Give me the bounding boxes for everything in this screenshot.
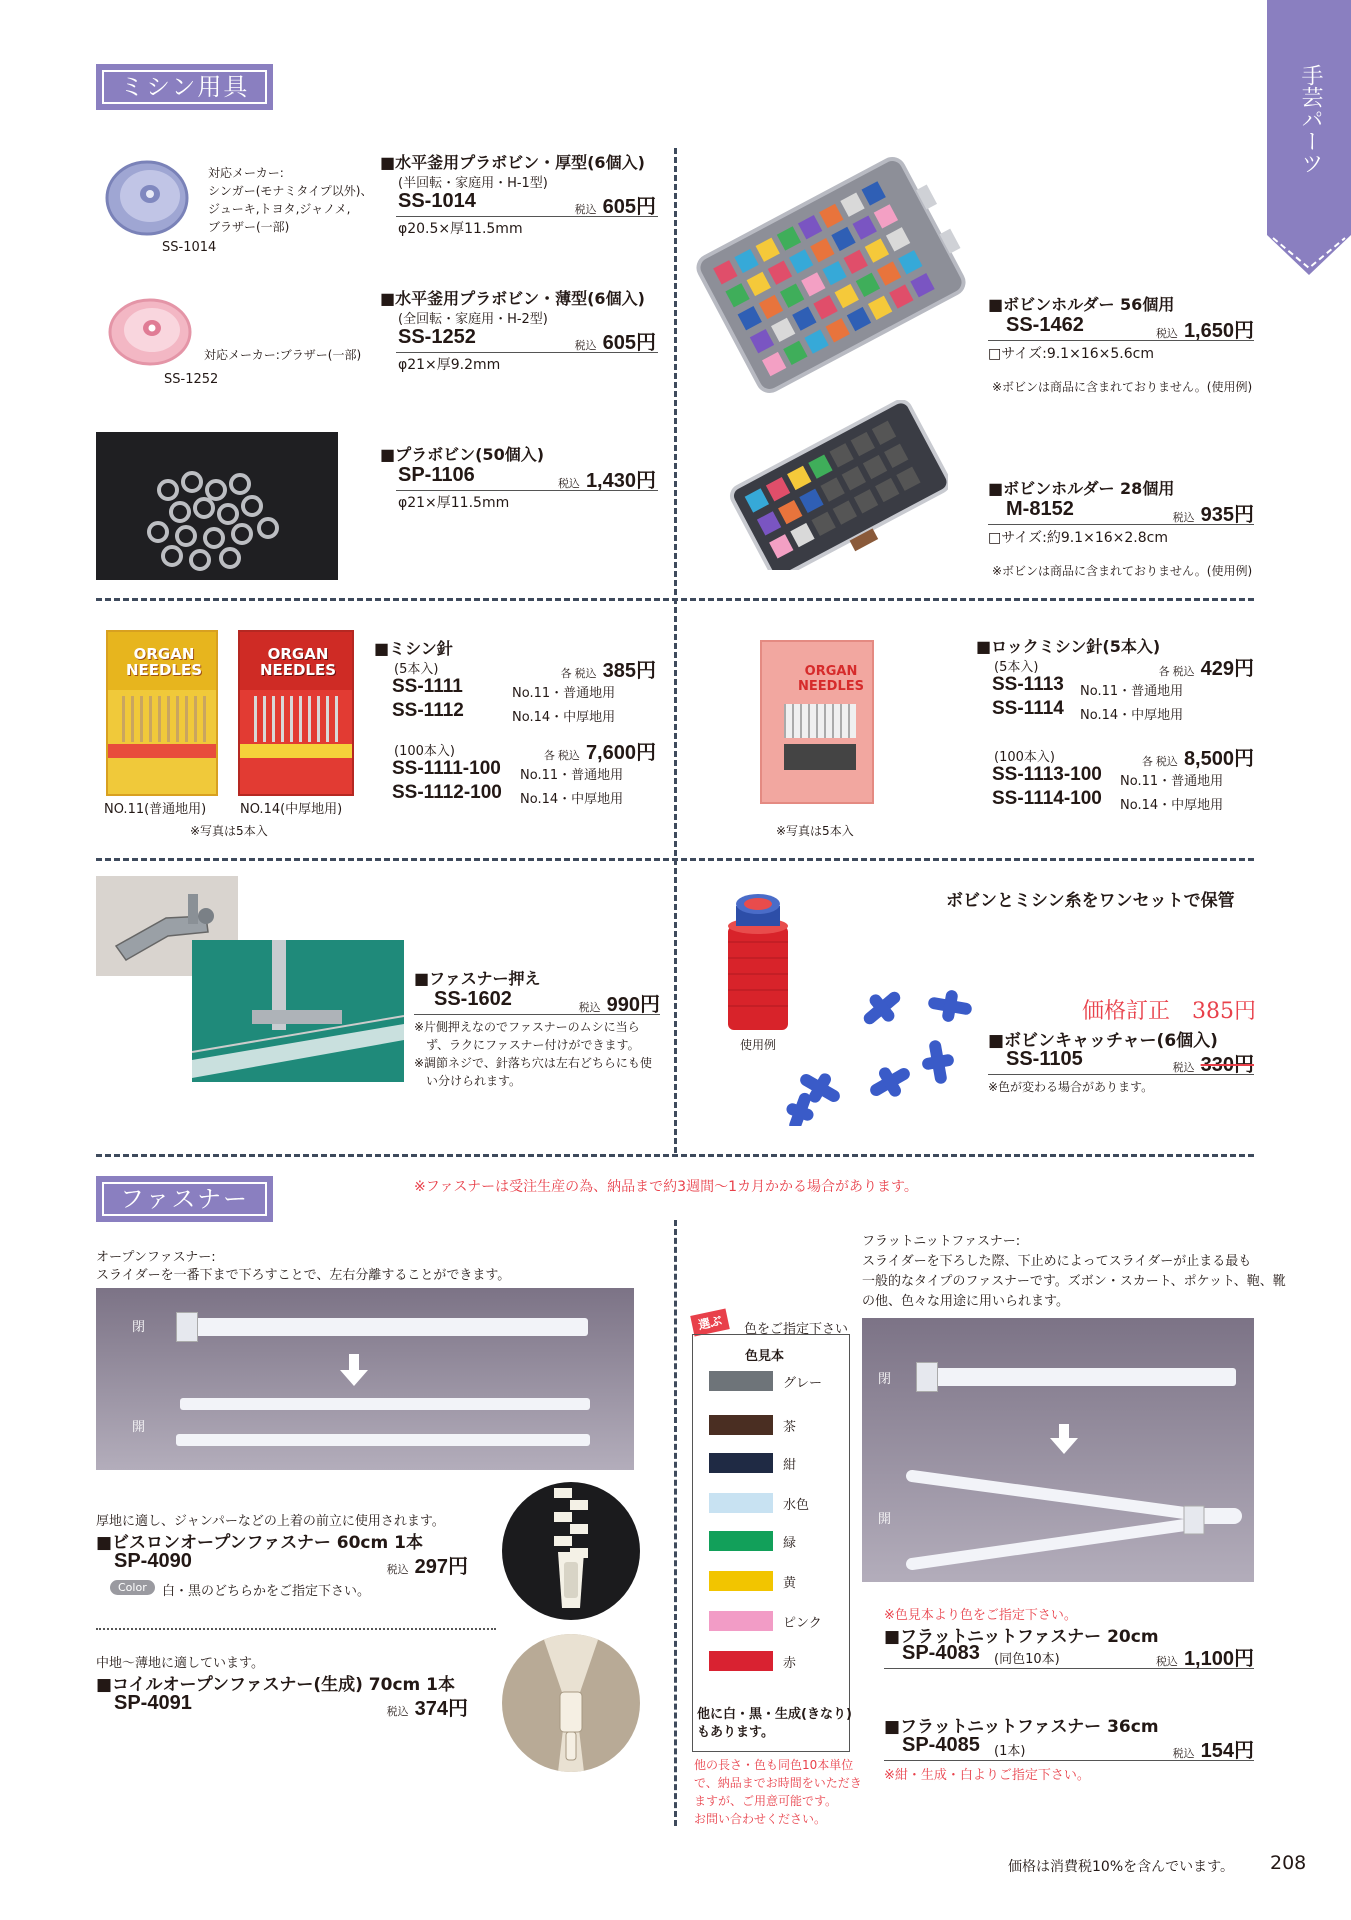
needle-pack100: (100本入) bbox=[394, 744, 455, 759]
needle-pack-11 bbox=[106, 630, 218, 796]
swatch-label: 緑 bbox=[783, 1536, 797, 1551]
lock-needle-desc-1113-100: No.11・普通地用 bbox=[1120, 774, 1224, 789]
coil-zipper-image bbox=[502, 1634, 640, 1772]
lock-needle-price100: 各 税込 8,500円 bbox=[1141, 748, 1254, 770]
needle-pack-14-needles bbox=[254, 696, 342, 742]
page-number: 208 bbox=[1270, 1852, 1307, 1874]
bobbin-thick-caption: SS-1014 bbox=[162, 240, 217, 255]
swatch-label: 紺 bbox=[783, 1458, 797, 1473]
bobbin-50-underline bbox=[396, 490, 658, 491]
swatch-note-2: で、納品までお時間をいただき bbox=[694, 1776, 862, 1790]
center-divider-bottom bbox=[674, 1220, 677, 1826]
swatch-label: 赤 bbox=[783, 1656, 797, 1671]
lock-needle-pack-label bbox=[784, 744, 856, 770]
needle-pack-14 bbox=[238, 630, 354, 796]
opened-label: 開 bbox=[132, 1420, 146, 1435]
vislon-color-note: 白・黒のどちらかをご指定下さい。 bbox=[162, 1584, 371, 1599]
swatch-chip bbox=[709, 1493, 773, 1513]
holder-56-spec: □サイズ:9.1×16×5.6cm bbox=[988, 346, 1154, 362]
zipper-foot-note-2: ず、ラクにファスナー付けができます。 bbox=[426, 1038, 640, 1052]
needle-desc-1112: No.14・中厚地用 bbox=[512, 710, 616, 725]
swatch-label: 茶 bbox=[783, 1420, 797, 1435]
zipper-foot-title: ■ファスナー押え bbox=[414, 969, 541, 988]
holder-28-underline bbox=[988, 524, 1254, 525]
lock-needle-photo-note: ※写真は5本入 bbox=[776, 824, 854, 838]
lock-needle-desc-1113: No.11・普通地用 bbox=[1080, 684, 1184, 699]
bobbin-thick-maker-line-4: ブラザー(一部) bbox=[208, 220, 290, 234]
vislon-title: ■ビスロンオープンファスナー 60cm 1本 bbox=[96, 1533, 423, 1553]
bobbin-blue-image bbox=[102, 150, 192, 240]
holder-56-code: SS-1462 bbox=[1006, 314, 1084, 336]
needle-desc-1112-100: No.14・中厚地用 bbox=[520, 792, 624, 807]
flat-knit-36-underline bbox=[884, 1760, 1254, 1761]
coil-code: SP-4091 bbox=[114, 1692, 192, 1714]
lock-needle-code-1113-100: SS-1113-100 bbox=[992, 764, 1102, 785]
bobbin-thick-maker-line-1: 対応メーカー: bbox=[208, 166, 284, 180]
lock-needle-desc-1114: No.14・中厚地用 bbox=[1080, 708, 1184, 723]
holder-56-photo bbox=[696, 150, 966, 400]
bobbin-thin-spec: φ21×厚9.2mm bbox=[398, 357, 501, 373]
lock-needle-price5: 各 税込 429円 bbox=[1158, 658, 1254, 680]
swatch-chip bbox=[709, 1571, 773, 1591]
blue-catcher-pieces-image bbox=[770, 970, 1010, 1126]
holder-28-price: 税込 935円 bbox=[1172, 504, 1254, 526]
lock-needle-pack-brand: ORGAN NEEDLES bbox=[798, 664, 864, 694]
vislon-teeth-image bbox=[502, 1482, 640, 1620]
zipper-foot-note-1: ※片側押えなのでファスナーのムシに当ら bbox=[414, 1020, 640, 1034]
vislon-price: 税込 297円 bbox=[386, 1556, 468, 1578]
bobbin-thick-underline bbox=[396, 216, 658, 217]
flat-knit-20-price: 税込 1,100円 bbox=[1155, 1648, 1254, 1670]
swatch-note-3: ますが、ご用意可能です。 bbox=[694, 1794, 838, 1808]
zipper-foot-machine-image bbox=[192, 940, 404, 1082]
bobbin-thick-price: 税込 605円 bbox=[574, 196, 656, 218]
flat-knit-desc-1: スライダーを下ろした際、下止めによってスライダーが止まる最も bbox=[862, 1254, 1252, 1269]
coil-use: 中地～薄地に適しています。 bbox=[96, 1656, 264, 1671]
lock-needle-code-1114-100: SS-1114-100 bbox=[992, 788, 1102, 809]
needle-desc-1111-100: No.11・普通地用 bbox=[520, 768, 624, 783]
needle-caption-14: NO.14(中厚地用) bbox=[240, 802, 343, 817]
bobbin-thick-maker-line-2: シンガー(モナミタイプ以外)、 bbox=[208, 184, 373, 198]
swatch-chip bbox=[709, 1611, 773, 1631]
swatch-instruction: 色をご指定下さい bbox=[744, 1322, 849, 1337]
needle-photo-note: ※写真は5本入 bbox=[190, 824, 268, 838]
catcher-title: ■ボビンキャッチャー(6個入) bbox=[988, 1031, 1218, 1051]
catcher-note: ※色が変わる場合があります。 bbox=[988, 1080, 1154, 1094]
catcher-price: 税込 330円 bbox=[1172, 1054, 1254, 1076]
catcher-code: SS-1105 bbox=[1006, 1048, 1083, 1070]
swatch-chip bbox=[709, 1531, 773, 1551]
flat-knit-opened-label: 開 bbox=[878, 1512, 892, 1527]
holder-28-note: ※ボビンは商品に含まれておりません。(使用例) bbox=[992, 564, 1253, 578]
holder-28-spec: □サイズ:約9.1×16×2.8cm bbox=[988, 530, 1168, 546]
clear-bobbins-image bbox=[96, 432, 338, 580]
needle-pack-11-brand: ORGAN NEEDLES bbox=[125, 645, 203, 679]
needle-price5: 各 税込 385円 bbox=[560, 660, 656, 682]
holder-28-photo bbox=[726, 400, 948, 570]
divider-row-2 bbox=[96, 858, 1254, 861]
coil-title: ■コイルオープンファスナー(生成) 70cm 1本 bbox=[96, 1675, 455, 1695]
swatch-heading: 色見本 bbox=[745, 1349, 785, 1364]
bobbin-thick-subtitle: (半回転・家庭用・H-1型) bbox=[398, 176, 548, 191]
flat-knit-diagram bbox=[862, 1318, 1254, 1582]
swatch-badge: 選ぶ bbox=[690, 1308, 730, 1336]
open-fastener-heading: オープンファスナー: bbox=[96, 1250, 216, 1265]
side-tab-label: 手芸パーツ bbox=[1298, 64, 1323, 174]
bobbin-thick-code: SS-1014 bbox=[398, 190, 476, 212]
open-fastener-diagram bbox=[96, 1288, 634, 1470]
needle-code-1111-100: SS-1111-100 bbox=[392, 758, 501, 779]
catcher-underline bbox=[988, 1074, 1254, 1075]
lock-needle-pack bbox=[760, 640, 874, 804]
bobbin-50-price: 税込 1,430円 bbox=[557, 470, 656, 492]
divider-row-3 bbox=[96, 1154, 1254, 1157]
closed-label: 閉 bbox=[132, 1320, 146, 1335]
flat-knit-desc-2: 一般的なタイプのファスナーです。ズボン・スカート、ポケット、鞄、靴 bbox=[862, 1274, 1286, 1289]
flat-knit-20-underline bbox=[884, 1668, 1254, 1669]
bobbin-50-code: SP-1106 bbox=[398, 464, 475, 486]
flat-knit-closed-label: 閉 bbox=[878, 1372, 892, 1387]
bobbin-thick-maker-line-3: ジューキ,トヨタ,ジャノメ, bbox=[208, 202, 351, 216]
section-title-fastener: ファスナー bbox=[96, 1176, 273, 1222]
needle-pack-11-needles bbox=[122, 696, 206, 742]
lock-needle-pack5: (5本入) bbox=[994, 660, 1039, 675]
swatch-chip bbox=[709, 1415, 773, 1435]
needle-caption-11: NO.11(普通地用) bbox=[104, 802, 207, 817]
swatch-note-1: 他の長さ・色も同色10本単位 bbox=[694, 1758, 854, 1772]
zipper-foot-code: SS-1602 bbox=[434, 988, 512, 1010]
bobbin-thin-underline bbox=[396, 352, 658, 353]
zipper-foot-note-3: ※調節ネジで、針落ち穴は左右どちらにも使 bbox=[414, 1056, 652, 1070]
lock-needle-desc-1114-100: No.14・中厚地用 bbox=[1120, 798, 1224, 813]
divider-row-1 bbox=[96, 598, 1254, 601]
needle-pack-11-band bbox=[108, 744, 216, 758]
swatch-label: ピンク bbox=[783, 1616, 822, 1631]
holder-56-title: ■ボビンホルダー 56個用 bbox=[988, 295, 1175, 314]
swatch-label: 水色 bbox=[783, 1498, 810, 1513]
zipper-foot-price: 税込 990円 bbox=[578, 994, 660, 1016]
coil-price: 税込 374円 bbox=[386, 1698, 468, 1720]
needle-desc-1111: No.11・普通地用 bbox=[512, 686, 616, 701]
color-swatch-box bbox=[692, 1334, 850, 1752]
swatch-other-2: もあります。 bbox=[697, 1725, 774, 1740]
vislon-photo bbox=[502, 1482, 640, 1620]
swatch-label: 黄 bbox=[783, 1576, 797, 1591]
holder-56-price: 税込 1,650円 bbox=[1155, 320, 1254, 342]
flat-knit-20-qty: (同色10本) bbox=[994, 1652, 1060, 1667]
flat-knit-20-code: SP-4083 bbox=[902, 1642, 980, 1664]
needle-code-1111: SS-1111 bbox=[392, 676, 463, 697]
needle-price100: 各 税込 7,600円 bbox=[543, 742, 656, 764]
needle-pack-14-brand: ORGAN NEEDLES bbox=[259, 645, 337, 679]
needle-code-1112: SS-1112 bbox=[392, 700, 464, 721]
swatch-other-1: 他に白・黒・生成(きなり) bbox=[697, 1707, 852, 1722]
zipper-foot-underline bbox=[414, 1014, 660, 1015]
bobbin-thin-caption: SS-1252 bbox=[164, 372, 219, 387]
bobbin-thick-photo bbox=[102, 150, 192, 240]
zipper-foot-photo-large bbox=[192, 940, 404, 1082]
footer-tax-note: 価格は消費税10%を含んでいます。 bbox=[1008, 1859, 1234, 1875]
bobbin-50-title: ■プラボビン(50個入) bbox=[380, 445, 545, 464]
flat-knit-36-code: SP-4085 bbox=[902, 1734, 980, 1756]
flat-knit-36-title: ■フラットニットファスナー 36cm bbox=[884, 1717, 1159, 1737]
open-zipper-upper bbox=[180, 1398, 590, 1410]
center-divider-top bbox=[674, 148, 677, 1153]
swatch-note-4: お問い合わせください。 bbox=[694, 1812, 827, 1826]
flat-knit-desc-3: の他、色々な用途に用いられます。 bbox=[862, 1294, 1069, 1309]
holder-28-title: ■ボビンホルダー 28個用 bbox=[988, 479, 1175, 498]
flat-knit-color-note: ※色見本より色をご指定下さい。 bbox=[884, 1608, 1077, 1623]
lock-needle-code-1113: SS-1113 bbox=[992, 674, 1064, 695]
open-zipper-lower bbox=[176, 1434, 590, 1446]
side-tab[interactable] bbox=[1267, 0, 1351, 275]
vislon-code: SP-4090 bbox=[114, 1550, 192, 1572]
bobbin-thin-title: ■水平釜用プラボビン・薄型(6個入) bbox=[380, 289, 645, 308]
lock-needle-title: ■ロックミシン針(5本入) bbox=[976, 637, 1161, 656]
fastener-notice: ※ファスナーは受注生産の為、納品まで約3週間～1カ月かかる場合があります。 bbox=[414, 1179, 918, 1195]
flat-knit-open-zipper bbox=[862, 1318, 1254, 1582]
coil-photo bbox=[502, 1634, 640, 1772]
bobbin-holder-56-image bbox=[696, 150, 966, 400]
flat-knit-20-title: ■フラットニットファスナー 20cm bbox=[884, 1627, 1159, 1647]
bobbin-holder-28-image bbox=[726, 400, 948, 570]
lock-needle-pack100: (100本入) bbox=[994, 750, 1055, 765]
flat-knit-36-qty: (1本) bbox=[994, 1744, 1026, 1759]
swatch-chip bbox=[709, 1453, 773, 1473]
needle-code-1112-100: SS-1112-100 bbox=[392, 782, 502, 803]
open-fastener-desc: スライダーを一番下まで下ろすことで、左右分離することができます。 bbox=[96, 1268, 511, 1283]
flat-knit-36-note: ※紺・生成・白よりご指定下さい。 bbox=[884, 1768, 1090, 1783]
vislon-color-badge: Color bbox=[110, 1580, 155, 1595]
catcher-price-correction: 価格訂正 385円 bbox=[1082, 999, 1256, 1024]
lock-needle-code-1114: SS-1114 bbox=[992, 698, 1064, 719]
bobbin-pink-image bbox=[104, 288, 196, 372]
closed-zipper-slider bbox=[176, 1312, 198, 1342]
section-title-sewing: ミシン用具 bbox=[96, 64, 273, 110]
catcher-usage-label: 使用例 bbox=[740, 1038, 777, 1052]
bobbin-50-photo bbox=[96, 432, 338, 580]
catcher-pieces-photo bbox=[770, 970, 1010, 1126]
closed-zipper bbox=[176, 1318, 588, 1336]
holder-56-underline bbox=[988, 340, 1254, 341]
needle-pack-14-band bbox=[240, 744, 352, 758]
catcher-headline: ボビンとミシン糸をワンセットで保管 bbox=[946, 891, 1235, 911]
holder-28-code: M-8152 bbox=[1006, 498, 1074, 520]
bobbin-thick-spec: φ20.5×厚11.5mm bbox=[398, 221, 523, 237]
bobbin-thin-code: SS-1252 bbox=[398, 326, 476, 348]
bobbin-thin-photo bbox=[104, 288, 196, 372]
bobbin-thin-subtitle: (全回転・家庭用・H-2型) bbox=[398, 312, 548, 327]
vislon-use: 厚地に適し、ジャンパーなどの上着の前立に使用されます。 bbox=[96, 1514, 445, 1529]
flat-knit-36-price: 税込 154円 bbox=[1172, 1740, 1254, 1762]
needle-pack5: (5本入) bbox=[394, 662, 439, 677]
flat-knit-heading: フラットニットファスナー: bbox=[862, 1234, 1021, 1249]
bobbin-50-spec: φ21×厚11.5mm bbox=[398, 495, 510, 511]
swatch-chip bbox=[709, 1651, 773, 1671]
needle-title: ■ミシン針 bbox=[374, 639, 453, 658]
bobbin-thin-maker: 対応メーカー:ブラザー(一部) bbox=[204, 348, 362, 362]
zipper-foot-note-4: い分けられます。 bbox=[426, 1074, 522, 1088]
holder-56-note: ※ボビンは商品に含まれておりません。(使用例) bbox=[992, 380, 1253, 394]
bobbin-thin-price: 税込 605円 bbox=[574, 332, 656, 354]
bobbin-thick-title: ■水平釜用プラボビン・厚型(6個入) bbox=[380, 153, 645, 172]
fastener-dotted-divider bbox=[96, 1628, 496, 1630]
swatch-label: グレー bbox=[783, 1376, 823, 1391]
swatch-chip bbox=[709, 1371, 773, 1391]
lock-needle-pack-needles bbox=[784, 704, 856, 738]
